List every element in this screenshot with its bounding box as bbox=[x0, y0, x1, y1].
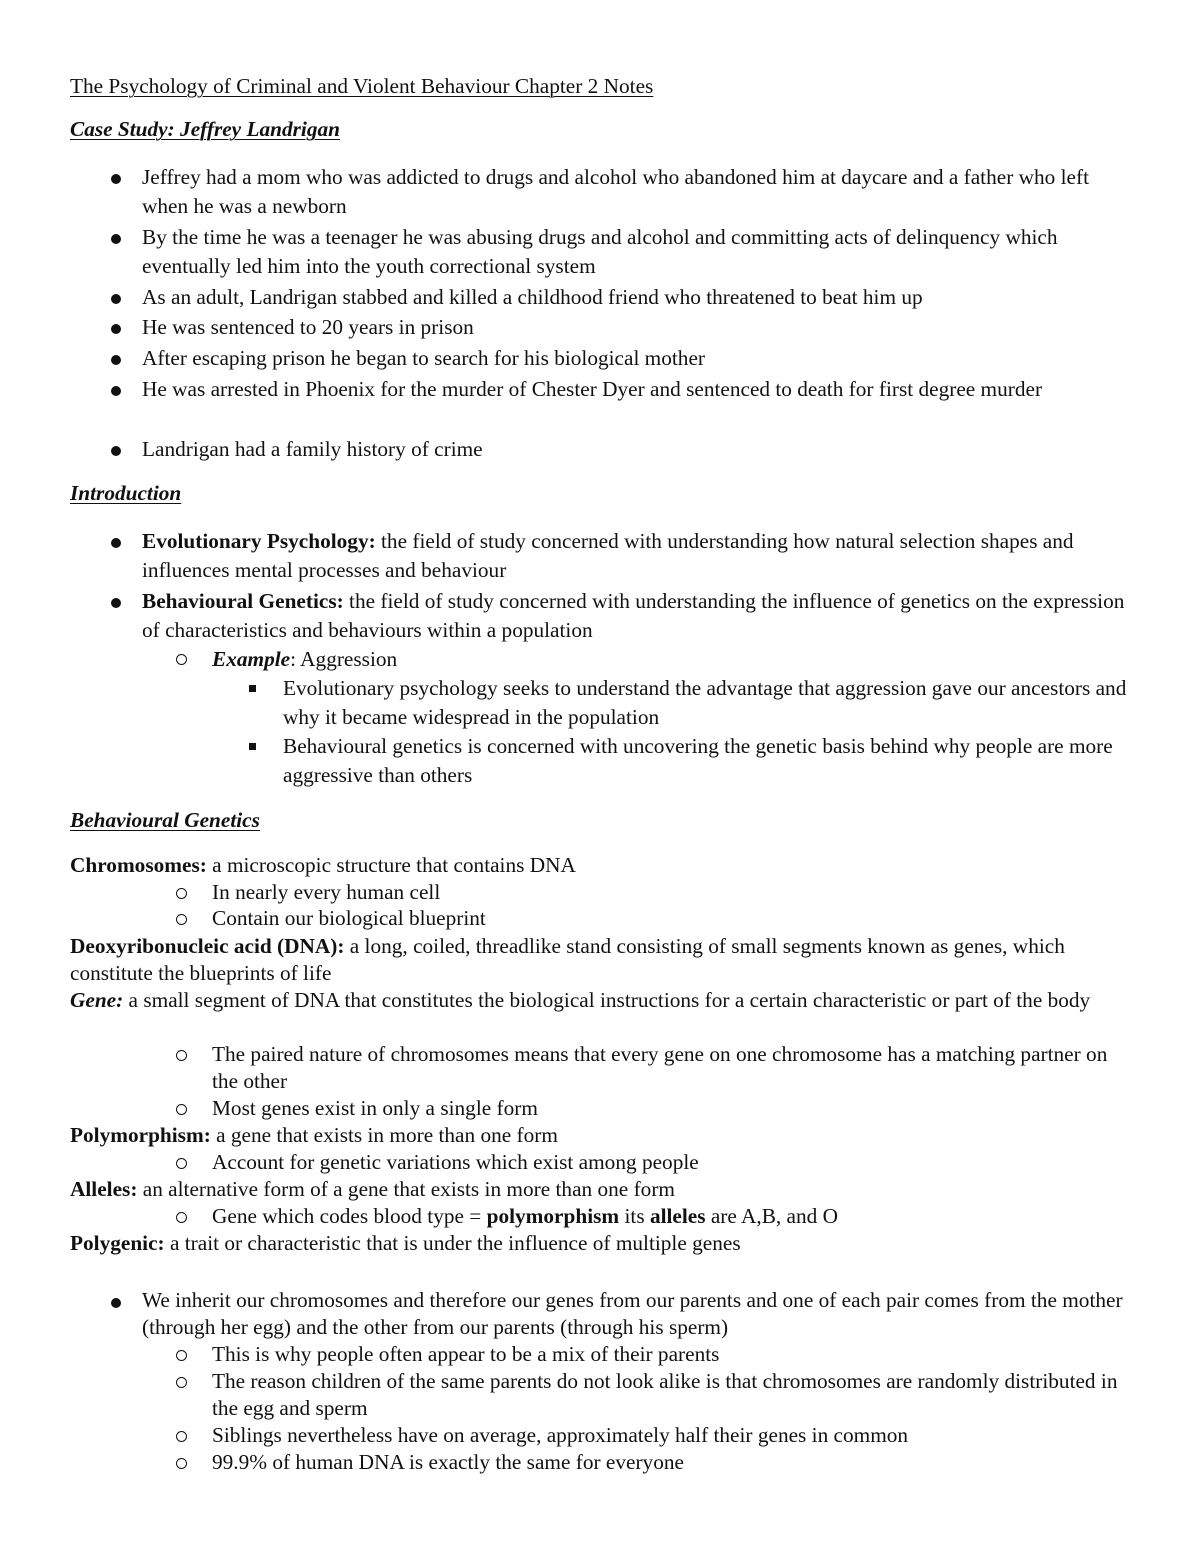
definition: the field of study concerned with understanding the influence of genetics on the expression of characteristics and behaviours within a population bbox=[142, 589, 1125, 642]
case-study-bullet: He was arrested in Phoenix for the murder of Chester Dyer and sentenced to death for first degree murder bbox=[142, 377, 1043, 401]
definition: an alternative form of a gene that exists in more than one form bbox=[137, 1177, 675, 1201]
case-study-bullet: He was sentenced to 20 years in prison bbox=[142, 315, 474, 339]
chromosomes-point: In nearly every human cell bbox=[212, 880, 441, 904]
case-study-bullet: By the time he was a teenager he was abusing drugs and alcohol and committing acts of delinquency which eventually led him into the youth correctional system bbox=[142, 225, 1058, 278]
term: Chromosomes: bbox=[70, 853, 207, 877]
sub-bullet-marker bbox=[176, 1458, 187, 1469]
polymorphism-definition bbox=[70, 1122, 1130, 1149]
bullet-marker bbox=[111, 446, 121, 456]
inheritance-bullet: We inherit our chromosomes and therefore our genes from our parents and one of each pair comes from the mother (through her egg) and the other from our parents (through his sperm) bbox=[142, 1288, 1123, 1339]
bullet-marker bbox=[111, 355, 121, 365]
alleles-definition bbox=[70, 1176, 1130, 1203]
bullet-marker bbox=[111, 386, 121, 396]
bullet-marker bbox=[111, 294, 121, 304]
gene-point: Most genes exist in only a single form bbox=[212, 1096, 538, 1120]
introduction-heading: Introduction bbox=[70, 481, 182, 505]
polymorphism-point: Account for genetic variations which exist among people bbox=[212, 1150, 699, 1174]
bullet-marker bbox=[111, 234, 121, 244]
dna-definition bbox=[70, 933, 1130, 987]
case-study-bullet: Landrigan had a family history of crime bbox=[142, 437, 483, 461]
case-study-bullet: As an adult, Landrigan stabbed and killed a childhood friend who threatened to beat him up bbox=[142, 285, 923, 309]
sub-bullet-marker bbox=[176, 888, 187, 899]
sub-bullet-marker bbox=[176, 914, 187, 925]
example-text: : Aggression bbox=[290, 647, 398, 671]
term: Behavioural Genetics: bbox=[142, 589, 344, 613]
sub-bullet-marker bbox=[176, 654, 187, 665]
example-point: Evolutionary psychology seeks to understand the advantage that aggression gave our ancestors and why it became widespread in the population bbox=[283, 676, 1127, 729]
sub-bullet-marker bbox=[176, 1050, 187, 1061]
inheritance-point: 99.9% of human DNA is exactly the same for everyone bbox=[212, 1450, 684, 1474]
term: Polymorphism: bbox=[70, 1123, 211, 1147]
case-study-bullet: Jeffrey had a mom who was addicted to drugs and alcohol who abandoned him at daycare and a father who left when he was a newborn bbox=[142, 165, 1089, 218]
sub-bullet-marker bbox=[176, 1212, 187, 1223]
sub-bullet-marker bbox=[176, 1104, 187, 1115]
square-bullet-marker bbox=[249, 743, 256, 750]
definition: a trait or characteristic that is under the influence of multiple genes bbox=[164, 1231, 741, 1255]
text: its bbox=[619, 1204, 650, 1228]
bold-term: polymorphism bbox=[486, 1204, 620, 1228]
definition: a long, coiled, threadlike stand consisting of small segments known as genes, which constitute the blueprints of life bbox=[70, 934, 1065, 985]
bullet-marker bbox=[111, 324, 121, 334]
term: Evolutionary Psychology: bbox=[142, 529, 376, 553]
inheritance-point: This is why people often appear to be a mix of their parents bbox=[212, 1342, 720, 1366]
definition: a microscopic structure that contains DNA bbox=[206, 853, 576, 877]
chromosomes-point: Contain our biological blueprint bbox=[212, 906, 486, 930]
definition: the field of study concerned with understanding how natural selection shapes and influences mental processes and behaviour bbox=[142, 529, 1074, 582]
example-label: Example bbox=[212, 647, 291, 671]
definition: a gene that exists in more than one form bbox=[210, 1123, 558, 1147]
sub-bullet-marker bbox=[176, 1431, 187, 1442]
example-point: Behavioural genetics is concerned with uncovering the genetic basis behind why people are more aggressive than others bbox=[283, 734, 1113, 787]
term: Polygenic: bbox=[70, 1231, 165, 1255]
text: Gene which codes blood type = bbox=[212, 1204, 487, 1228]
behavioural-genetics-heading: Behavioural Genetics bbox=[70, 808, 260, 832]
term: Deoxyribonucleic acid (DNA): bbox=[70, 934, 345, 958]
definition: a small segment of DNA that constitutes the biological instructions for a certain characteristic or part of the body bbox=[123, 988, 1091, 1012]
bullet-marker bbox=[111, 174, 121, 184]
document-title: The Psychology of Criminal and Violent Behaviour Chapter 2 Notes bbox=[70, 74, 654, 98]
bullet-marker bbox=[111, 1298, 121, 1308]
sub-bullet-marker bbox=[176, 1158, 187, 1169]
case-study-heading: Case Study: Jeffrey Landrigan bbox=[70, 117, 340, 141]
behavioural-genetics-definition bbox=[142, 587, 1132, 645]
polygenic-definition bbox=[70, 1230, 1130, 1257]
bold-term: alleles bbox=[649, 1204, 706, 1228]
example-line bbox=[212, 645, 1132, 674]
sub-bullet-marker bbox=[176, 1350, 187, 1361]
inheritance-point: The reason children of the same parents do not look alike is that chromosomes are randomly distributed in the egg and sperm bbox=[212, 1369, 1118, 1420]
gene-point: The paired nature of chromosomes means that every gene on one chromosome has a matching partner on the other bbox=[212, 1042, 1108, 1093]
bullet-marker bbox=[111, 538, 121, 548]
term: Alleles: bbox=[70, 1177, 138, 1201]
square-bullet-marker bbox=[249, 685, 256, 692]
chromosomes-definition bbox=[70, 852, 1130, 879]
bullet-marker bbox=[111, 598, 121, 608]
gene-definition bbox=[70, 987, 1130, 1014]
sub-bullet-marker bbox=[176, 1377, 187, 1388]
evolutionary-psychology-definition bbox=[142, 527, 1132, 585]
alleles-point bbox=[212, 1203, 1132, 1230]
text: are A,B, and O bbox=[705, 1204, 839, 1228]
inheritance-point: Siblings nevertheless have on average, approximately half their genes in common bbox=[212, 1423, 909, 1447]
case-study-bullet: After escaping prison he began to search for his biological mother bbox=[142, 346, 706, 370]
term: Gene: bbox=[70, 988, 124, 1012]
